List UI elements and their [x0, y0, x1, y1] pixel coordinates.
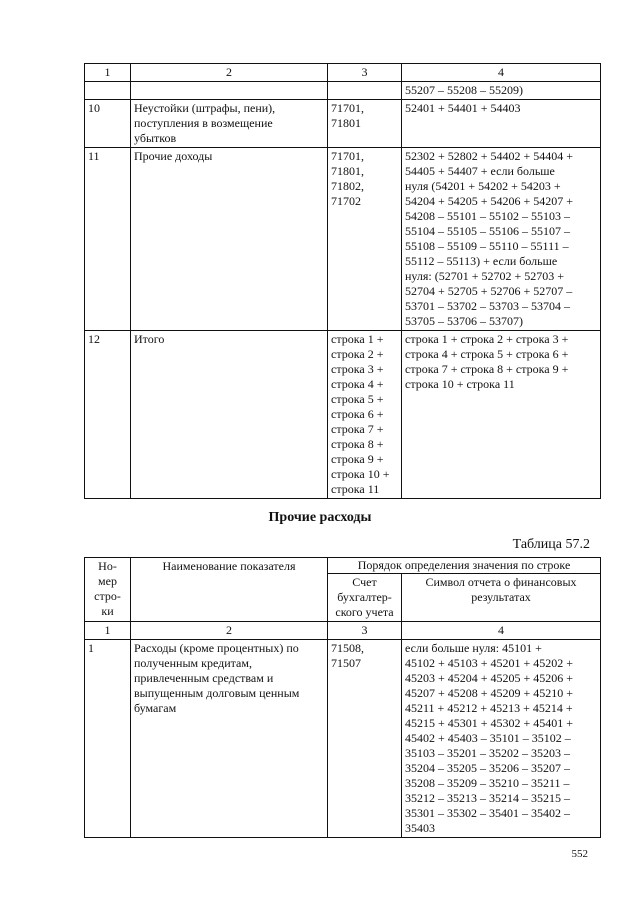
cell-line: 71801, — [331, 164, 364, 178]
row-number: 10 — [85, 100, 131, 148]
cell-line: Прочие доходы — [134, 149, 213, 163]
header-determination-group: Порядок определения значения по строке — [328, 558, 601, 574]
cell-line: 35103 – 35201 – 35202 – 35203 – — [405, 746, 570, 760]
cell-line: строка 7 + — [331, 422, 384, 436]
cell-line: ки — [101, 604, 114, 618]
column-number: 3 — [328, 622, 402, 640]
cell-line: строка 1 + — [331, 332, 384, 346]
cell-line: строка 3 + — [331, 362, 384, 376]
cell-line: 52401 + 54401 + 54403 — [405, 101, 521, 115]
column-number: 1 — [85, 622, 131, 640]
cell-line: Счет — [352, 575, 377, 589]
header-report-symbol — [402, 574, 601, 622]
section-title: Прочие расходы — [268, 510, 372, 525]
indicator-name — [131, 331, 328, 499]
cell-line: 54208 – 55101 – 55102 – 55103 – — [405, 209, 570, 223]
cell-line: строка 7 + строка 8 + строка 9 + — [405, 362, 569, 376]
cell-line: 45215 + 45301 + 45302 + 45401 + — [405, 716, 574, 730]
cell-line: 45102 + 45103 + 45201 + 45202 + — [405, 656, 574, 670]
row-number: 1 — [85, 640, 131, 838]
cell-line: 35301 – 35302 – 35401 – 35402 – — [405, 806, 570, 820]
cell-line: 71802, — [331, 179, 364, 193]
cell-line: строка 4 + — [331, 377, 384, 391]
indicator-name — [131, 100, 328, 148]
table-column-number-row — [85, 622, 601, 640]
cell-line: 35212 – 35213 – 35214 – 35215 – — [405, 791, 570, 805]
cell-line: полученным кредитам, — [134, 656, 252, 670]
other-expenses-table — [84, 557, 601, 838]
cell-line: ского учета — [335, 605, 394, 619]
cell-line: если больше нуля: 45101 + — [405, 641, 542, 655]
cell-line: 54405 + 54407 + если больше — [405, 164, 555, 178]
cell-line: 53705 – 53706 – 53707) — [405, 314, 523, 328]
cell-line: 53701 – 53702 – 53703 – 53704 – — [405, 299, 570, 313]
cell-line: нуля (54201 + 54202 + 54203 + — [405, 179, 561, 193]
cell-line: стро- — [94, 589, 121, 603]
row-number — [85, 82, 131, 100]
cell-line: 71801 — [331, 116, 361, 130]
cell-line: 35403 — [405, 821, 435, 835]
cell-line: Итого — [134, 332, 165, 346]
table-header-row — [85, 558, 601, 574]
cell-line: бумагам — [134, 701, 177, 715]
cell-line: строка 11 — [331, 482, 380, 496]
table-row — [85, 640, 601, 838]
cell-line: убытков — [134, 131, 177, 145]
cell-line: 71702 — [331, 194, 361, 208]
column-number: 3 — [328, 64, 402, 82]
row-number: 12 — [85, 331, 131, 499]
indicator-name — [131, 82, 328, 100]
cell-line: строка 10 + — [331, 467, 390, 481]
cell-line: 55104 – 55105 – 55106 – 55107 – — [405, 224, 570, 238]
cell-line: 45207 + 45208 + 45209 + 45210 + — [405, 686, 574, 700]
report-symbols — [402, 82, 601, 100]
cell-line: поступления в возмещение — [134, 116, 273, 130]
account-numbers — [328, 100, 402, 148]
column-number: 4 — [402, 622, 601, 640]
cell-line: Расходы (кроме процентных) по — [134, 641, 299, 655]
cell-line: Неустойки (штрафы, пени), — [134, 101, 276, 115]
table-row — [85, 148, 601, 331]
cell-line: Символ отчета о финансовых — [425, 575, 577, 589]
cell-line: строка 2 + — [331, 347, 384, 361]
cell-line: мер — [98, 574, 117, 588]
column-number: 2 — [131, 64, 328, 82]
account-numbers — [328, 82, 402, 100]
table-row — [85, 82, 601, 100]
account-numbers — [328, 331, 402, 499]
row-number: 11 — [85, 148, 131, 331]
cell-line: строка 5 + — [331, 392, 384, 406]
cell-line: 71701, — [331, 101, 364, 115]
cell-line: 35208 – 35209 – 35210 – 35211 – — [405, 776, 570, 790]
table-row — [85, 331, 601, 499]
income-table-continuation — [84, 63, 601, 499]
cell-line: строка 1 + строка 2 + строка 3 + — [405, 332, 569, 346]
page-number: 552 — [571, 848, 588, 860]
cell-line: 35204 – 35205 – 35206 – 35207 – — [405, 761, 570, 775]
indicator-name — [131, 148, 328, 331]
cell-line: 55108 – 55109 – 55110 – 55111 – — [405, 239, 569, 253]
account-numbers — [328, 640, 402, 838]
cell-line: 55112 – 55113) + если больше — [405, 254, 558, 268]
cell-line: привлеченным средствам и — [134, 671, 274, 685]
cell-line: строка 8 + — [331, 437, 384, 451]
report-symbols — [402, 148, 601, 331]
cell-line: строка 6 + — [331, 407, 384, 421]
report-symbols — [402, 331, 601, 499]
account-numbers — [328, 148, 402, 331]
cell-line: 45402 + 45403 – 35101 – 35102 – — [405, 731, 571, 745]
cell-line: 71508, — [331, 641, 364, 655]
report-symbols — [402, 100, 601, 148]
table-label: Таблица 57.2 — [512, 537, 590, 552]
cell-line: нуля: (52701 + 52702 + 52703 + — [405, 269, 565, 283]
indicator-name — [131, 640, 328, 838]
cell-line: 55207 – 55208 – 55209) — [405, 83, 523, 97]
cell-line: строка 10 + строка 11 — [405, 377, 515, 391]
header-indicator-name: Наименование показателя — [131, 558, 328, 622]
cell-line: 71701, — [331, 149, 364, 163]
header-account — [328, 574, 402, 622]
column-number: 1 — [85, 64, 131, 82]
cell-line: 71507 — [331, 656, 361, 670]
column-number: 2 — [131, 622, 328, 640]
cell-line: строка 9 + — [331, 452, 384, 466]
table-column-number-row — [85, 64, 601, 82]
cell-line: 52302 + 52802 + 54402 + 54404 + — [405, 149, 574, 163]
cell-line: 45203 + 45204 + 45205 + 45206 + — [405, 671, 574, 685]
table-row — [85, 100, 601, 148]
header-row-number — [85, 558, 131, 622]
cell-line: выпущенным долговым ценным — [134, 686, 300, 700]
cell-line: 52704 + 52705 + 52706 + 52707 – — [405, 284, 573, 298]
cell-line: результатах — [471, 590, 531, 604]
cell-line: 45211 + 45212 + 45213 + 45214 + — [405, 701, 573, 715]
cell-line: строка 4 + строка 5 + строка 6 + — [405, 347, 569, 361]
cell-line: Но- — [98, 559, 117, 573]
column-number: 4 — [402, 64, 601, 82]
cell-line: 54204 + 54205 + 54206 + 54207 + — [405, 194, 574, 208]
cell-line: бухгалтер- — [337, 590, 392, 604]
report-symbols — [402, 640, 601, 838]
